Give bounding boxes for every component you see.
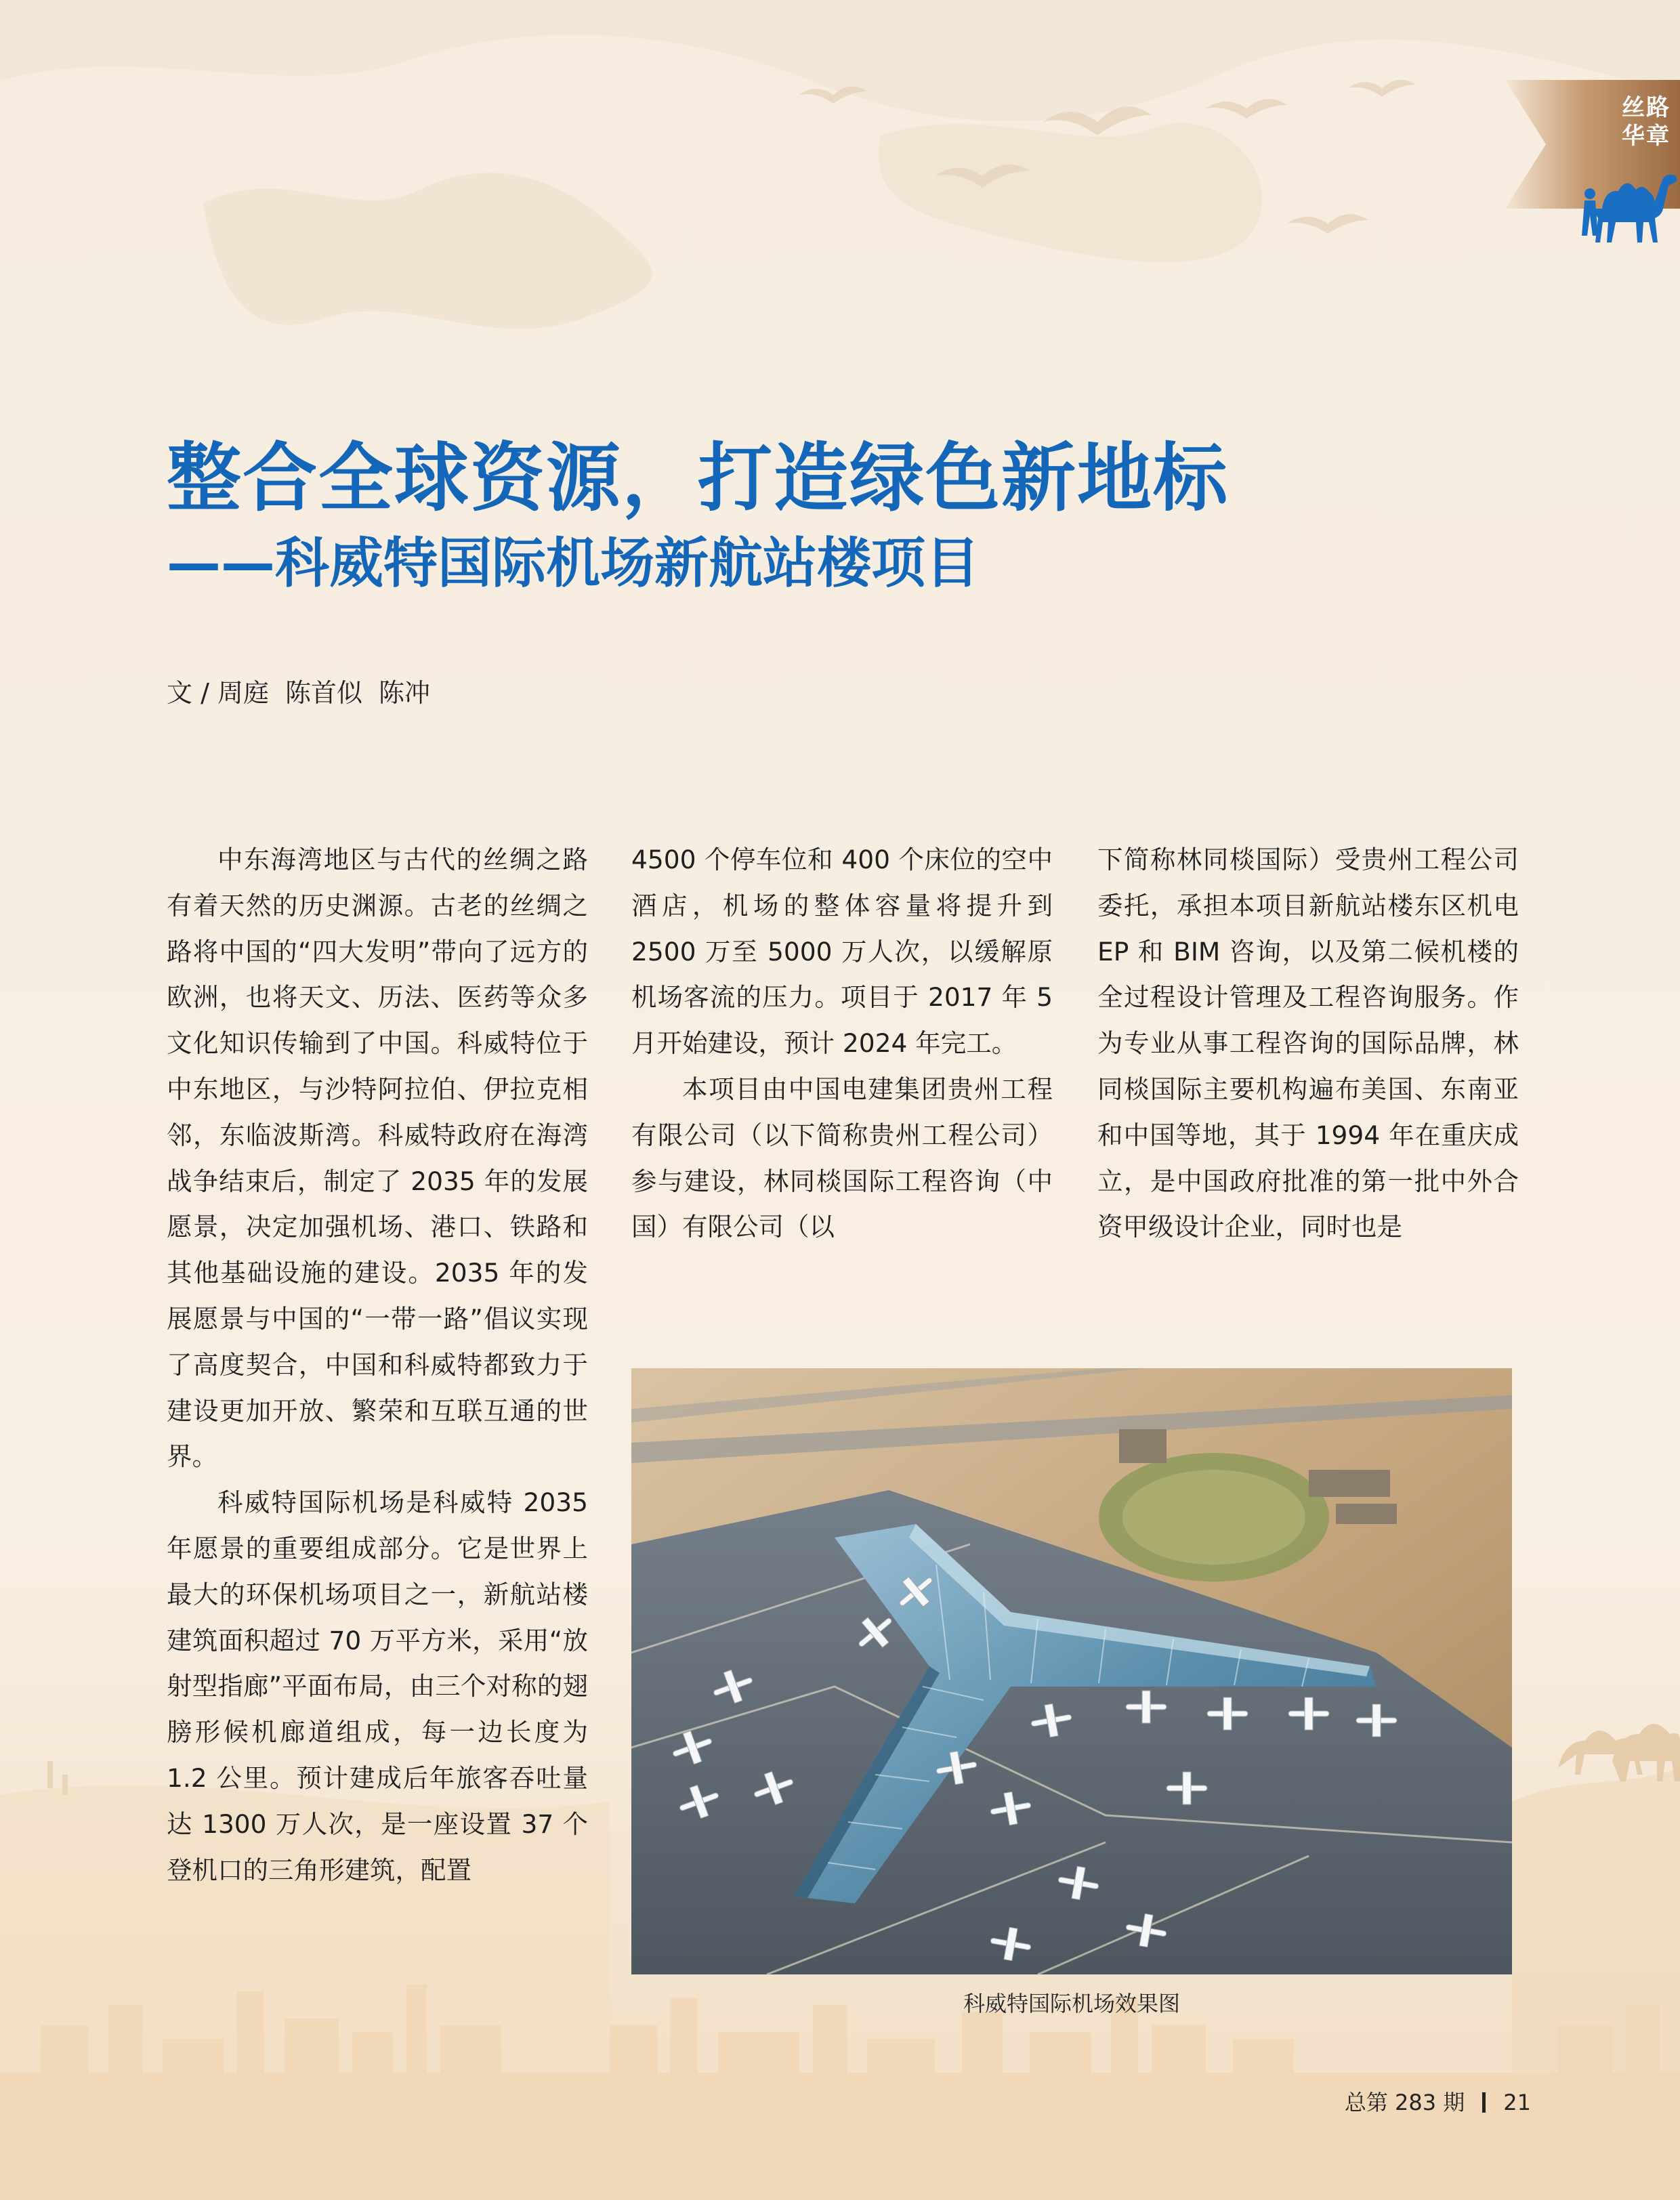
camel-icon (1575, 161, 1680, 242)
footer-divider (1482, 2092, 1486, 2113)
paragraph: 中东海湾地区与古代的丝绸之路有着天然的历史渊源。古老的丝绸之路将中国的“四大发明”带向了远方的欧洲，也将天文、历法、医药等众多文化知识传输到了中国。科威特位于中东地区，与沙特阿拉伯、伊拉克相邻，东临波斯湾。科威特政府在海湾战争结束后，制定了 2035 年的发展愿景，决定加强机场、港口、铁路和其他基础设施的建设。2035 年的发展愿景与中国的“一带一路”倡议实现了高度契合，中国和科威特都致力于建设更加开放、繁荣和互联互通的世界。 (167, 845, 588, 1472)
body-column-2 (631, 837, 1053, 1271)
body-column-3 (1097, 837, 1519, 1271)
airport-rendering-image (631, 1368, 1512, 1974)
byline-prefix: 文 / (167, 678, 217, 708)
author-name: 陈首似 (285, 678, 362, 708)
paragraph: 本项目由中国电建集团贵州工程有限公司（以下简称贵州工程公司）参与建设，林同棪国际工程咨询（中国）有限公司（以 (631, 1074, 1053, 1242)
figure-caption: 科威特国际机场效果图 (963, 1991, 1180, 2016)
paragraph: 4500 个停车位和 400 个床位的空中酒店，机场的整体容量将提升到 2500 万至 5000 万人次，以缓解原机场客流的压力。项目于 2017 年 5 月开始建设，预计 2024 年完工。 (631, 845, 1053, 1059)
author-name: 陈冲 (379, 678, 431, 708)
paragraph: 下简称林同棪国际）受贵州工程公司委托，承担本项目新航站楼东区机电 EP 和 BIM 咨询，以及第二候机楼的全过程设计管理及工程咨询服务。作为专业从事工程咨询的国际品牌，林同棪国际主要机构遍布美国、东南亚和中国等地，其于 1994 年在重庆成立，是中国政府批准的第一批中外合资甲级设计企业，同时也是 (1097, 845, 1519, 1242)
article-subtitle: ——科威特国际机场新航站楼项目 (167, 532, 980, 595)
byline (167, 677, 446, 708)
page-footer (1328, 2088, 1531, 2117)
author-name: 周庭 (217, 678, 269, 708)
article-title: 整合全球资源，打造绿色新地标 (167, 435, 1229, 522)
paragraph: 科威特国际机场是科威特 2035 年愿景的重要组成部分。它是世界上最大的环保机场项目之一，新航站楼建筑面积超过 70 万平方米，采用“放射型指廊”平面布局，由三个对称的翅膀形候机廊道组成，每一边长度为 1.2 公里。预计建成后年旅客吞吐量达 1300 万人次，是一座设置 37 个登机口的三角形建筑，配置 (167, 1487, 588, 1885)
issue-number: 总第 283 期 (1344, 2090, 1465, 2115)
section-tag-line1: 丝路 (1622, 94, 1671, 121)
section-tag-label (1612, 93, 1680, 150)
section-tag-line2: 华章 (1622, 123, 1671, 150)
page-number: 21 (1503, 2090, 1531, 2115)
body-column-1 (167, 837, 588, 2036)
